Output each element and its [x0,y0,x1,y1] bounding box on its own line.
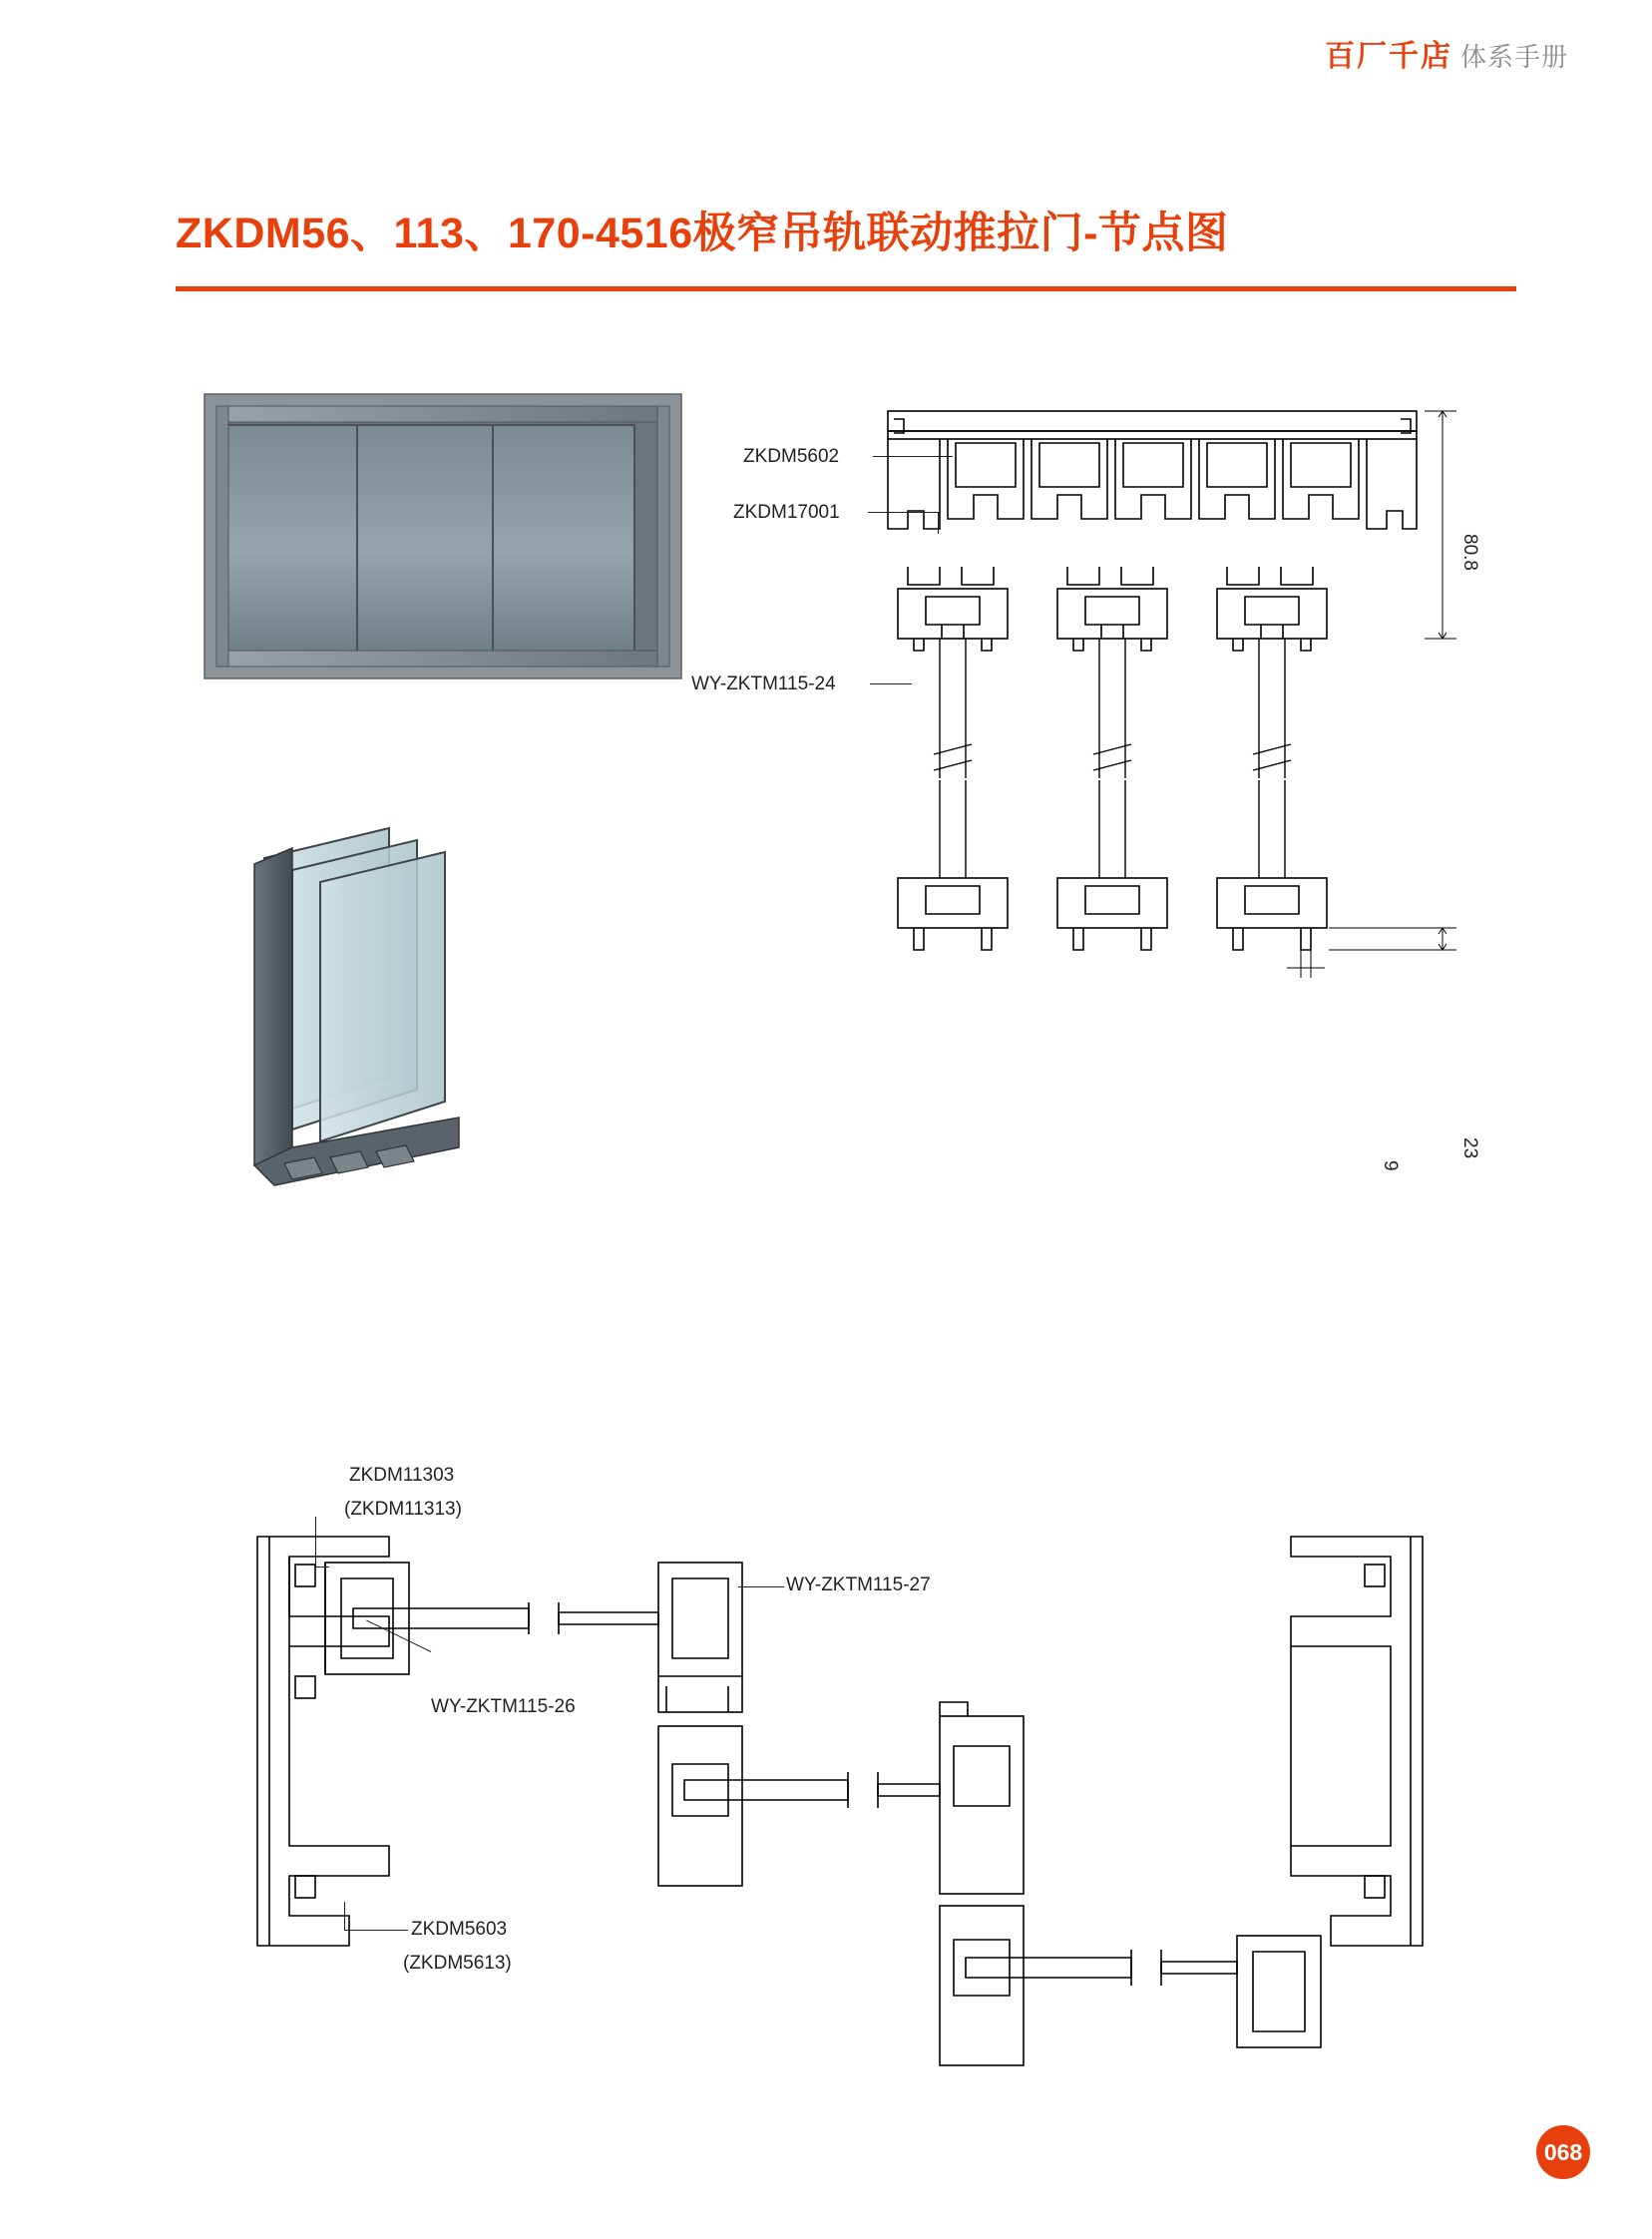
dimension-80-8: 80.8 [1459,534,1480,571]
label-zkdm5613: (ZKDM5613) [403,1953,512,1974]
title-underline [176,286,1516,291]
label-wy-zktm115-26: WY-ZKTM115-26 [431,1696,576,1717]
leader-zkdm5603-v [344,1902,345,1930]
corner-profile-render [244,818,564,1237]
top-section-drawing [878,399,1506,1227]
leader-zkdm17001 [868,512,938,513]
brand-logo [1325,42,1568,72]
brand-subtitle-text: 体系手册 [1459,42,1568,72]
label-zkdm11313: (ZKDM11313) [344,1499,462,1520]
bottom-section-drawing [229,1517,1456,2115]
leader-wy-zktm115-24 [870,683,912,684]
label-zkdm17001: ZKDM17001 [733,502,840,523]
page-number-badge: 068 [1536,2125,1590,2179]
brand-mark-text: 百厂千店 [1324,40,1452,73]
sliding-door-render [200,389,698,688]
label-zkdm5603: ZKDM5603 [411,1919,508,1940]
label-wy-zktm115-27: WY-ZKTM115-27 [786,1574,931,1595]
leader-zkdm5602 [873,456,953,457]
dimension-23: 23 [1459,1137,1480,1159]
label-zkdm11303: ZKDM11303 [349,1465,455,1486]
leader-zkdm17001-v [938,512,939,534]
label-wy-zktm115-24: WY-ZKTM115-24 [691,673,836,694]
leader-zkdm11303 [315,1517,316,1567]
leader-zkdm5603 [344,1930,408,1931]
page-title: ZKDM56、113、170-4516极窄吊轨联动推拉门-节点图 [176,210,1229,257]
label-zkdm5602: ZKDM5602 [743,446,840,467]
leader-wy-zktm115-27 [738,1586,784,1587]
dimension-9: 9 [1380,1160,1401,1171]
